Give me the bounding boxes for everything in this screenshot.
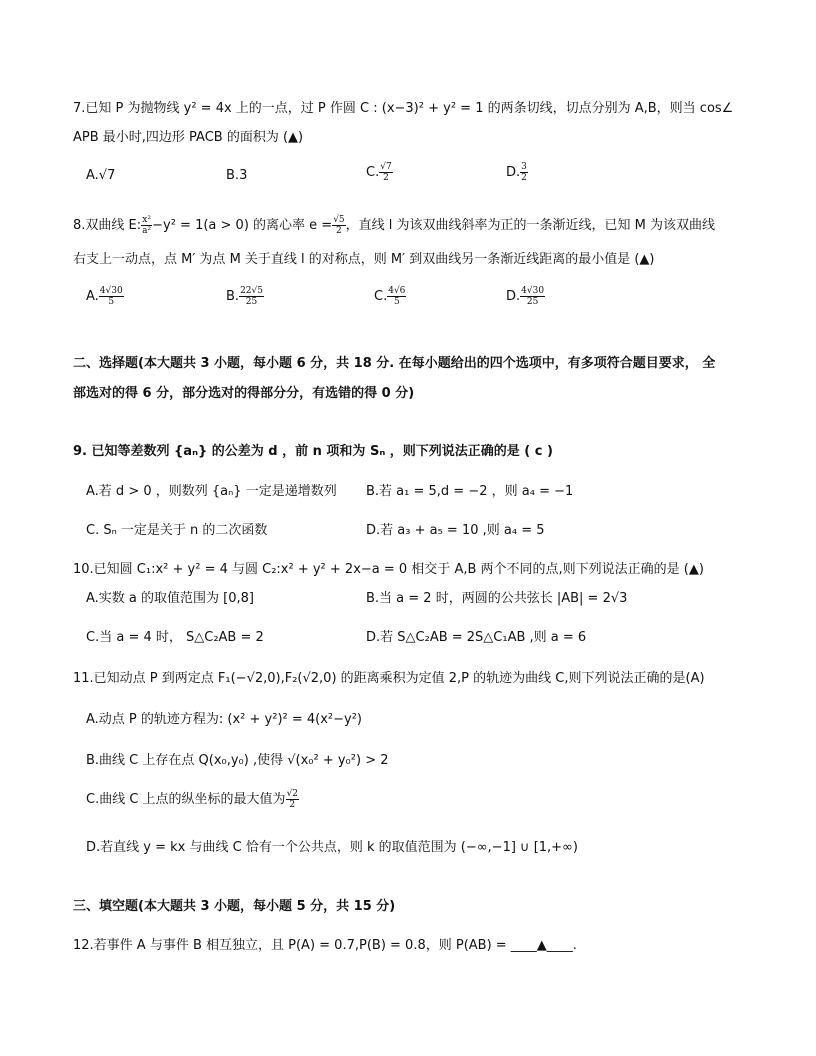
q8-frac1-num: x²	[142, 215, 151, 225]
q7-option-d-num: 3	[521, 162, 527, 172]
q8-line1	[73, 214, 715, 236]
q9-option-b: B.若 a₁ = 5,d = −2 ，则 a₄ = −1	[366, 484, 574, 499]
q8-option-a	[86, 286, 124, 307]
q8-option-a-num: 4√30	[99, 286, 123, 296]
q7-option-c	[366, 162, 393, 183]
q8-option-c-fraction	[387, 286, 406, 307]
q8-frac2-num: √5	[333, 215, 345, 225]
q9-option-c: C. Sₙ 一定是关于 n 的二次函数	[86, 523, 268, 538]
q10-option-d: D.若 S△C₂AB = 2S△C₁AB ,则 a = 6	[366, 630, 587, 645]
q7-option-d-fraction	[520, 162, 528, 183]
q8-option-d-fraction	[520, 286, 545, 307]
q7-line1: 7.已知 P 为抛物线 y² = 4x 上的一点，过 P 作圆 C : (x−3)² + y² = 1 的两条切线，切点分别为 A,B，则当 cos∠	[73, 101, 734, 116]
q7-option-d-den: 2	[521, 173, 527, 183]
q8-option-d-den: 25	[526, 297, 539, 307]
q9-option-a: A.若 d > 0 ，则数列 {aₙ} 一定是递增数列	[86, 484, 337, 499]
q11-stem: 11.已知动点 P 到两定点 F₁(−√2,0),F₂(√2,0) 的距离乘积为定值 2,P 的轨迹为曲线 C,则下列说法正确的是(A)	[73, 671, 705, 686]
q8-option-d	[506, 286, 545, 307]
q11-option-d: D.若直线 y = kx 与曲线 C 恰有一个公共点，则 k 的取值范围为 (−∞,−1] ∪ [1,+∞)	[86, 840, 578, 855]
q11-option-c	[86, 788, 299, 810]
q11-option-c-num: √2	[286, 789, 299, 799]
q7-option-b-value: 3	[239, 168, 248, 183]
q8-option-c-den: 5	[393, 297, 400, 307]
q10-option-b: B.当 a = 2 时，两圆的公共弦长 |AB| = 2√3	[366, 591, 628, 606]
q8-frac2-den: 2	[336, 226, 342, 236]
q8-option-b-den: 25	[245, 297, 258, 307]
q8-frac1-den: a²	[142, 226, 152, 236]
q10-option-c: C.当 a = 4 时， S△C₂AB = 2	[86, 630, 264, 645]
q8-option-b-fraction	[239, 286, 264, 307]
q8-line2: 右支上一动点，点 M′ 为点 M 关于直线 l 的对称点，则 M′ 到双曲线另一条渐近线距离的最小值是 (▲)	[73, 252, 655, 267]
q12-stem: 12.若事件 A 与事件 B 相互独立，且 P(A) = 0.7,P(B) = 0.8，则 P(AB) = ____▲____.	[73, 938, 577, 953]
q8-frac-sqrt5-2	[332, 215, 345, 236]
q9-option-d: D.若 a₃ + a₅ = 10 ,则 a₄ = 5	[366, 523, 545, 538]
section2-heading-line2: 部选对的得 6 分，部分选对的得部分分，有选错的得 0 分)	[73, 386, 415, 401]
q8-option-a-den: 5	[108, 297, 115, 307]
q8-line1-part-b: −y² = 1(a > 0) 的离心率 e =	[152, 218, 333, 233]
section3-heading: 三、填空题(本大题共 3 小题，每小题 5 分，共 15 分)	[73, 899, 396, 914]
q7-option-c-num: √7	[380, 162, 392, 172]
q8-line1-part-c: ，直线 l 为该双曲线斜率为正的一条渐近线，已知 M 为该双曲线	[345, 218, 716, 233]
q8-line1-part-a: 8.双曲线 E:	[73, 218, 142, 233]
q7-option-c-den: 2	[383, 173, 389, 183]
q8-frac-x2-a2	[141, 215, 152, 236]
q10-stem: 10.已知圆 C₁:x² + y² = 4 与圆 C₂:x² + y² + 2x−a = 0 相交于 A,B 两个不同的点,则下列说法正确的是 (▲)	[73, 562, 704, 577]
section2-heading-line1: 二、选择题(本大题共 3 小题，每小题 6 分，共 18 分. 在每小题给出的四个选项中，有多项符合题目要求， 全	[73, 356, 716, 371]
q8-option-d-num: 4√30	[521, 286, 545, 296]
q7-option-d	[506, 162, 528, 183]
q8-option-a-fraction	[99, 286, 124, 307]
q7-option-b-label: B.	[226, 168, 240, 183]
q8-option-c	[374, 286, 406, 307]
q8-option-c-label: C.	[374, 289, 388, 304]
q7-option-a-value: √7	[98, 168, 116, 183]
q11-option-c-text: C.曲线 C 上点的纵坐标的最大值为	[86, 792, 286, 807]
q7-option-a-label: A.	[86, 168, 99, 183]
q7-option-b	[226, 168, 247, 183]
q11-option-c-fraction	[286, 789, 299, 810]
q7-option-a	[86, 168, 115, 183]
q10-option-a: A.实数 a 的取值范围为 [0,8]	[86, 591, 254, 606]
q7-option-c-fraction	[379, 162, 392, 183]
q8-option-a-label: A.	[86, 289, 99, 304]
q11-option-b: B.曲线 C 上存在点 Q(x₀,y₀) ,使得 √(x₀² + y₀²) > 2	[86, 753, 389, 768]
q11-option-a: A.动点 P 的轨迹方程为: (x² + y²)² = 4(x²−y²)	[86, 712, 363, 727]
q8-option-b-label: B.	[226, 289, 240, 304]
q7-option-d-label: D.	[506, 165, 521, 180]
q8-option-b	[226, 286, 264, 307]
q8-option-c-num: 4√6	[388, 286, 406, 296]
q7-option-c-label: C.	[366, 165, 380, 180]
q8-option-b-num: 22√5	[240, 286, 263, 296]
q11-option-c-den: 2	[289, 800, 296, 810]
q8-option-d-label: D.	[506, 289, 521, 304]
q7-line2: APB 最小时,四边形 PACB 的面积为 (▲)	[73, 130, 304, 145]
q9-stem: 9. 已知等差数列 {aₙ} 的公差为 d ，前 n 项和为 Sₙ ，则下列说法正确的是 ( c )	[73, 444, 553, 459]
